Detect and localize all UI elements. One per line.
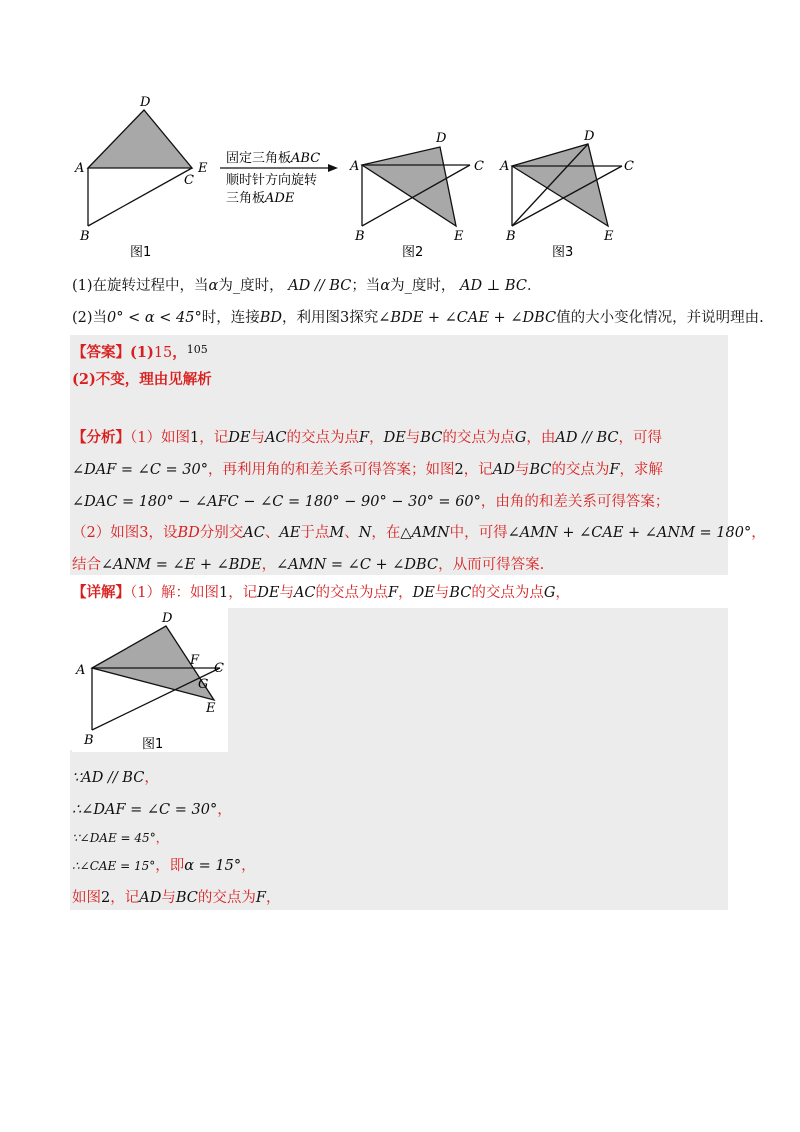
arrow-text-3: 三角板ADE bbox=[226, 191, 295, 206]
fig4-label-e: E bbox=[206, 701, 216, 716]
fig3-label-c: C bbox=[624, 159, 634, 174]
answer-line-2: (2)不变，理由见解析 bbox=[72, 371, 212, 388]
question-1: (1)在旋转过程中，当α为_度时， AD // BC；当α为_度时， AD ⊥ BC． bbox=[72, 278, 542, 294]
fig2-label-a: A bbox=[350, 159, 360, 174]
fig2-label-b: B bbox=[355, 229, 365, 244]
figure-2 bbox=[349, 131, 484, 260]
fig4-label-g: G bbox=[198, 677, 209, 692]
analysis-line-3: ∠DAC = 180° − ∠AFC − ∠C = 180° − 90° − 30° = 60°，由角的和差关系可得答案； bbox=[72, 494, 670, 510]
analysis-line-1: 【分析】（1）如图1，记DE与AC的交点为点F，DE与BC的交点为点G，由AD // BC，可得 bbox=[72, 429, 663, 446]
fig1-label-a: A bbox=[75, 161, 85, 176]
fig1-label-e: E bbox=[198, 161, 208, 176]
analysis-line-5: 结合∠ANM = ∠E + ∠BDE，∠AMN = ∠C + ∠DBC，从而可得答案. bbox=[72, 557, 545, 573]
arrow-text-2: 顺时针方向旋转 bbox=[226, 173, 318, 188]
detail-step-4: ∴∠CAE = 15°，即α = 15°， bbox=[72, 858, 256, 874]
detail-figure bbox=[72, 608, 228, 752]
fig2-label-e: E bbox=[454, 229, 464, 244]
detail-line-1: 【详解】（1）解：如图1，记DE与AC的交点为点F，DE与BC的交点为点G， bbox=[72, 584, 570, 601]
detail-step-1: ∵AD // BC， bbox=[72, 770, 159, 786]
fig3-label-a: A bbox=[500, 159, 510, 174]
fig4-label-d: D bbox=[162, 611, 173, 626]
fig2-caption: 图2 bbox=[402, 245, 424, 260]
fig1-label-d: D bbox=[140, 95, 151, 110]
detail-step-3: ∵∠DAE = 45°， bbox=[72, 831, 168, 845]
fig3-label-b: B bbox=[506, 229, 516, 244]
figure-3 bbox=[499, 129, 634, 260]
answer-line-1: 【答案】(1)15，$^{105}$ bbox=[72, 343, 208, 361]
figures-row bbox=[60, 90, 660, 270]
analysis-line-2: ∠DAF = ∠C = 30°，再利用角的和差关系可得答案；如图2，记AD与BC的交点为F，求解 bbox=[72, 462, 663, 478]
fig1-caption: 图1 bbox=[130, 245, 152, 260]
fig4-label-b: B bbox=[84, 733, 94, 748]
fig3-label-d: D bbox=[584, 129, 595, 144]
fig3-label-e: E bbox=[604, 229, 614, 244]
detail-step-2: ∴∠DAF = ∠C = 30°， bbox=[72, 802, 232, 818]
fig1-label-b: B bbox=[80, 229, 90, 244]
fig4-label-a: A bbox=[76, 663, 86, 678]
question-2: (2)当0° < α < 45°时，连接BD，利用图3探究∠BDE + ∠CAE + ∠DBC值的大小变化情况，并说明理由. bbox=[72, 310, 764, 326]
figure-1 bbox=[74, 95, 208, 260]
detail-line-6: 如图2，记AD与BC的交点为F， bbox=[72, 890, 281, 906]
fig3-caption: 图3 bbox=[552, 245, 574, 260]
fig4-label-c: C bbox=[214, 661, 224, 676]
fig4-caption: 图1 bbox=[142, 737, 164, 752]
fig4-label-f: F bbox=[190, 653, 200, 668]
fig1-label-c: C bbox=[184, 173, 194, 188]
fig2-label-d: D bbox=[436, 131, 447, 146]
rotation-arrow bbox=[220, 150, 338, 206]
analysis-line-4: （2）如图3，设BD分别交AC、AE于点M、N，在△AMN中，可得∠AMN + ∠CAE + ∠ANM = 180°， bbox=[72, 525, 766, 541]
arrow-text-1: 固定三角板ABC bbox=[226, 151, 321, 166]
detail-shade-lower bbox=[70, 750, 728, 910]
fig2-label-c: C bbox=[474, 159, 484, 174]
